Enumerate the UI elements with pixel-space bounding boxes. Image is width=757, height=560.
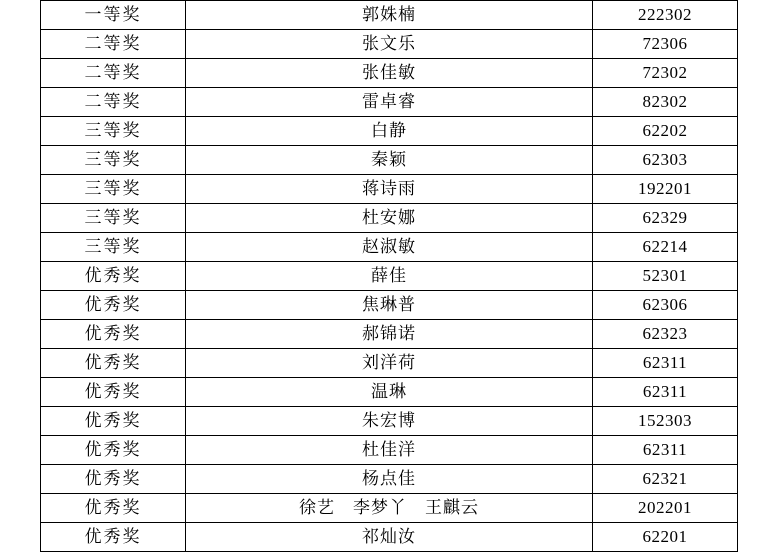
cell-award: 二等奖 bbox=[41, 30, 186, 59]
cell-award: 优秀奖 bbox=[41, 378, 186, 407]
table-row bbox=[41, 117, 738, 146]
award-table-body bbox=[41, 1, 738, 552]
cell-name: 杨点佳 bbox=[186, 465, 593, 494]
cell-code: 72306 bbox=[593, 30, 738, 59]
cell-code: 62311 bbox=[593, 378, 738, 407]
cell-name: 张文乐 bbox=[186, 30, 593, 59]
cell-code: 62329 bbox=[593, 204, 738, 233]
cell-code: 62201 bbox=[593, 523, 738, 552]
cell-name: 蒋诗雨 bbox=[186, 175, 593, 204]
cell-code: 62214 bbox=[593, 233, 738, 262]
cell-award: 一等奖 bbox=[41, 1, 186, 30]
cell-award: 优秀奖 bbox=[41, 407, 186, 436]
cell-code: 62323 bbox=[593, 320, 738, 349]
award-table bbox=[40, 0, 738, 552]
cell-award: 三等奖 bbox=[41, 204, 186, 233]
table-row bbox=[41, 523, 738, 552]
cell-award: 优秀奖 bbox=[41, 465, 186, 494]
table-row bbox=[41, 146, 738, 175]
cell-code: 152303 bbox=[593, 407, 738, 436]
cell-code: 72302 bbox=[593, 59, 738, 88]
table-row bbox=[41, 175, 738, 204]
cell-name: 秦颖 bbox=[186, 146, 593, 175]
cell-name: 张佳敏 bbox=[186, 59, 593, 88]
table-row bbox=[41, 349, 738, 378]
cell-code: 62303 bbox=[593, 146, 738, 175]
cell-award: 优秀奖 bbox=[41, 291, 186, 320]
cell-code: 52301 bbox=[593, 262, 738, 291]
cell-name: 白静 bbox=[186, 117, 593, 146]
cell-award: 二等奖 bbox=[41, 88, 186, 117]
cell-name: 杜佳洋 bbox=[186, 436, 593, 465]
cell-code: 62202 bbox=[593, 117, 738, 146]
cell-award: 二等奖 bbox=[41, 59, 186, 88]
cell-name: 杜安娜 bbox=[186, 204, 593, 233]
cell-award: 三等奖 bbox=[41, 175, 186, 204]
table-row bbox=[41, 30, 738, 59]
cell-code: 62311 bbox=[593, 349, 738, 378]
table-row bbox=[41, 494, 738, 523]
table-row bbox=[41, 233, 738, 262]
cell-name: 薛佳 bbox=[186, 262, 593, 291]
cell-code: 202201 bbox=[593, 494, 738, 523]
cell-name: 赵淑敏 bbox=[186, 233, 593, 262]
cell-name: 郝锦诺 bbox=[186, 320, 593, 349]
cell-code: 222302 bbox=[593, 1, 738, 30]
cell-award: 优秀奖 bbox=[41, 349, 186, 378]
cell-code: 82302 bbox=[593, 88, 738, 117]
cell-name: 祁灿汝 bbox=[186, 523, 593, 552]
table-row bbox=[41, 465, 738, 494]
table-row bbox=[41, 1, 738, 30]
cell-award: 优秀奖 bbox=[41, 523, 186, 552]
cell-award: 三等奖 bbox=[41, 233, 186, 262]
table-row bbox=[41, 59, 738, 88]
cell-name: 温琳 bbox=[186, 378, 593, 407]
cell-award: 三等奖 bbox=[41, 146, 186, 175]
cell-name: 雷卓睿 bbox=[186, 88, 593, 117]
cell-award: 优秀奖 bbox=[41, 436, 186, 465]
cell-name: 徐艺 李梦丫 王麒云 bbox=[186, 494, 593, 523]
cell-award: 三等奖 bbox=[41, 117, 186, 146]
cell-award: 优秀奖 bbox=[41, 320, 186, 349]
table-row bbox=[41, 204, 738, 233]
cell-code: 62306 bbox=[593, 291, 738, 320]
table-row bbox=[41, 88, 738, 117]
table-row bbox=[41, 262, 738, 291]
cell-name: 焦琳普 bbox=[186, 291, 593, 320]
table-row bbox=[41, 320, 738, 349]
cell-award: 优秀奖 bbox=[41, 494, 186, 523]
cell-code: 62321 bbox=[593, 465, 738, 494]
cell-name: 刘洋荷 bbox=[186, 349, 593, 378]
cell-name: 朱宏博 bbox=[186, 407, 593, 436]
cell-name: 郭姝楠 bbox=[186, 1, 593, 30]
table-row bbox=[41, 291, 738, 320]
table-row bbox=[41, 378, 738, 407]
cell-code: 192201 bbox=[593, 175, 738, 204]
table-row bbox=[41, 436, 738, 465]
table-row bbox=[41, 407, 738, 436]
cell-award: 优秀奖 bbox=[41, 262, 186, 291]
cell-code: 62311 bbox=[593, 436, 738, 465]
